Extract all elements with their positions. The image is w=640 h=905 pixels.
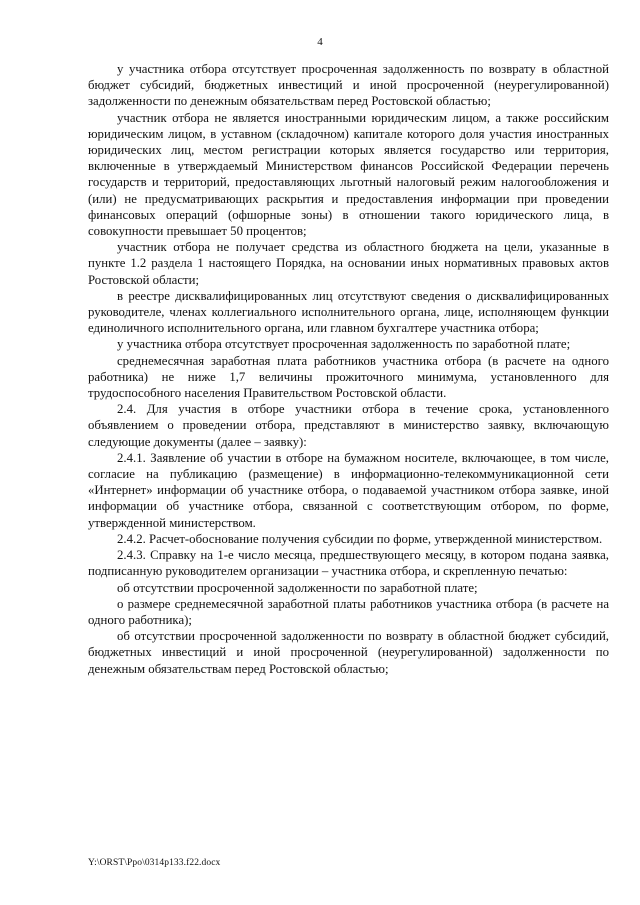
paragraph: в реестре дисквалифицированных лиц отсутствуют сведения о дисквалифицированных руководителе, членах коллегиального исполнительного органа, лице, исполняющем функции единоличного исполнительного органа, или главном бухгалтере участника отбора; — [88, 288, 609, 336]
footer-file-path: Y:\ORST\Ppo\0314p133.f22.docx — [88, 858, 221, 868]
page-number: 4 — [317, 36, 323, 48]
paragraph: среднемесячная заработная плата работников участника отбора (в расчете на одного работника) не ниже 1,7 величины прожиточного минимума, установленного для трудоспособного населения Правительством Ростовской области. — [88, 353, 609, 401]
document-body — [88, 61, 609, 677]
paragraph: 2.4.3. Справку на 1-е число месяца, предшествующего месяцу, в котором подана заявка, подписанную руководителем организации – участника отбора, и скрепленную печатью: — [88, 548, 609, 579]
paragraph: участник отбора не получает средства из областного бюджета на цели, указанные в пункте 1.2 раздела 1 настоящего Порядка, на основании иных нормативных правовых актов Ростовской области; — [88, 240, 609, 287]
paragraph: у участника отбора отсутствует просроченная задолженность по возврату в областной бюджет субсидий, бюджетных инвестиций и иной просроченной (неурегулированной) задолженности по денежным обязательствам перед Ростовской областью; — [88, 62, 609, 109]
paragraph: об отсутствии просроченной задолженности по заработной плате; — [117, 580, 478, 595]
paragraph: об отсутствии просроченной задолженности по возврату в областной бюджет субсидий, бюджетных инвестиций и иной просроченной (неурегулированной) задолженности по денежным обязательствам перед Ростовской областью; — [88, 629, 609, 676]
paragraph: о размере среднемесячной заработной платы работников участника отбора (в расчете на одного работника); — [88, 596, 609, 627]
paragraph: 2.4. Для участия в отборе участники отбора в течение срока, установленного объявлением о проведении отбора, представляют в министерство заявку, включающую следующие документы (далее – заявку): — [88, 402, 609, 449]
paragraph: 2.4.2. Расчет-обоснование получения субсидии по форме, утвержденной министерством. — [117, 531, 603, 546]
paragraph: 2.4.1. Заявление об участии в отборе на бумажном носителе, включающее, в том числе, согласие на публикацию (размещение) в информационно-телекоммуникационной сети «Интернет» информации об участнике отбора, о подаваемой участником отбора заявке, иной информации об участнике отбора, связанной с соответствующим отбором, по форме, утвержденной министерством. — [88, 450, 609, 530]
paragraph: участник отбора не является иностранными юридическим лицом, а также российским юридическим лицом, в уставном (складочном) капитале которого доля участия иностранных юридических лиц, местом регистрации которых является государство или территория, включенные в утверждаемый Министерством финансов Российской Федерации перечень государств и территорий, предоставляющих льготный налоговый режим налогообложения и (или) не предусматривающих раскрытия и предоставления информации при проведении финансовых операций (офшорные зоны) в отношении такого юридического лица, в совокупности превышает 50 процентов; — [88, 110, 609, 239]
paragraph: у участника отбора отсутствует просроченная задолженность по заработной плате; — [117, 337, 571, 352]
